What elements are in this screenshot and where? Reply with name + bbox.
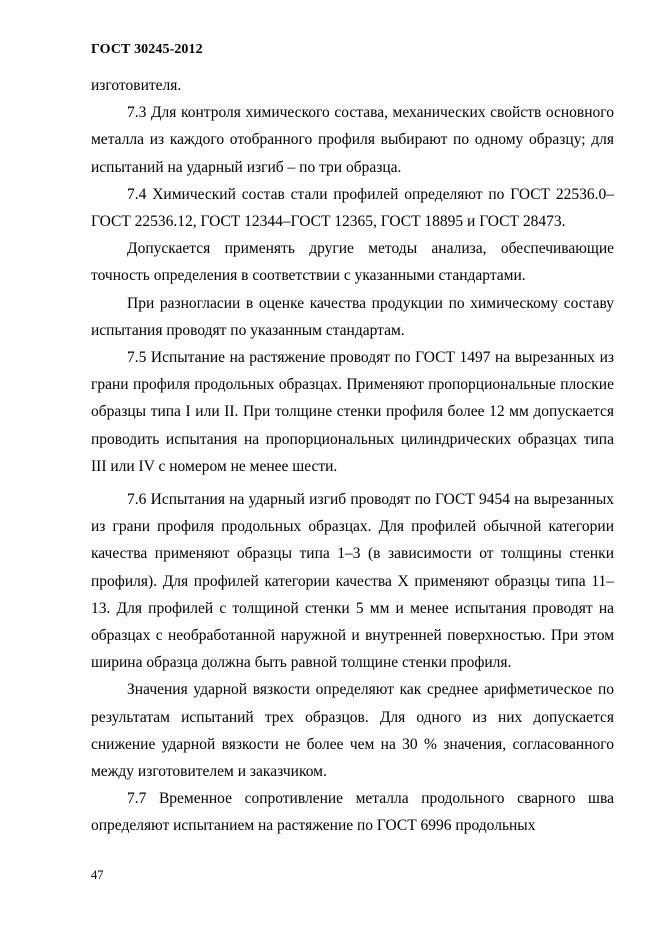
paragraph-7-6: 7.6 Испытания на ударный изгиб проводят по ГОСТ 9454 на вырезанных из грани профиля продольных образцах. Для профилей обычной категории качества применяют образцы типа 1–3 (в зависимости от толщины стенки профиля). Для профилей категории качества Х применяют образцы типа 11–13. Для профилей с толщиной стенки 5 мм и менее испытания проводят на образцах с необработанной наружной и внутренней поверхностью. При этом ширина образца должна быть равной толщине стенки профиля. xyxy=(91,491,614,672)
paragraph-7-4: 7.4 Химический состав стали профилей определяют по ГОСТ 22536.0–ГОСТ 22536.12, ГОСТ 12344–ГОСТ 12365, ГОСТ 18895 и ГОСТ 28473. xyxy=(91,185,614,231)
paragraph-impact-values: Значения ударной вязкости определяют как среднее арифметическое по результатам испытаний трех образцов. Для одного из них допускается снижение ударной вязкости не более чем на 30 % значения, согласованного между изготовителем и заказчиком. xyxy=(91,681,614,781)
paragraph-alt-methods: Допускается применять другие методы анализа, обеспечивающие точность определения в соответствии с указанными стандартами. xyxy=(91,240,614,285)
paragraph-continuation: изготовителя. xyxy=(91,77,182,94)
document-header: ГОСТ 30245-2012 xyxy=(91,42,203,57)
paragraph-disagreement: При разногласии в оценке качества продукции по химическому составу испытания проводят по указанным стандартам. xyxy=(91,294,614,339)
paragraph-7-3: 7.3 Для контроля химического состава, механических свойств основного металла из каждого отобранного профиля выбирают по одному образцу; для испытаний на ударный изгиб – по три образца. xyxy=(91,104,614,176)
document-body xyxy=(91,72,614,840)
paragraph-7-7: 7.7 Временное сопротивление металла продольного сварного шва определяют испытанием на растяжение по ГОСТ 6996 продольных xyxy=(91,790,614,835)
paragraph-7-5: 7.5 Испытание на растяжение проводят по ГОСТ 1497 на вырезанных из грани профиля продольных образцах. Применяют пропорциональные плоские образцы типа I или II. При толщине стенки профиля более 12 мм допускается проводить испытания на пропорциональных цилиндрических образцах типа III или IV с номером не менее шести. xyxy=(91,349,614,475)
page-number: 47 xyxy=(91,868,104,882)
